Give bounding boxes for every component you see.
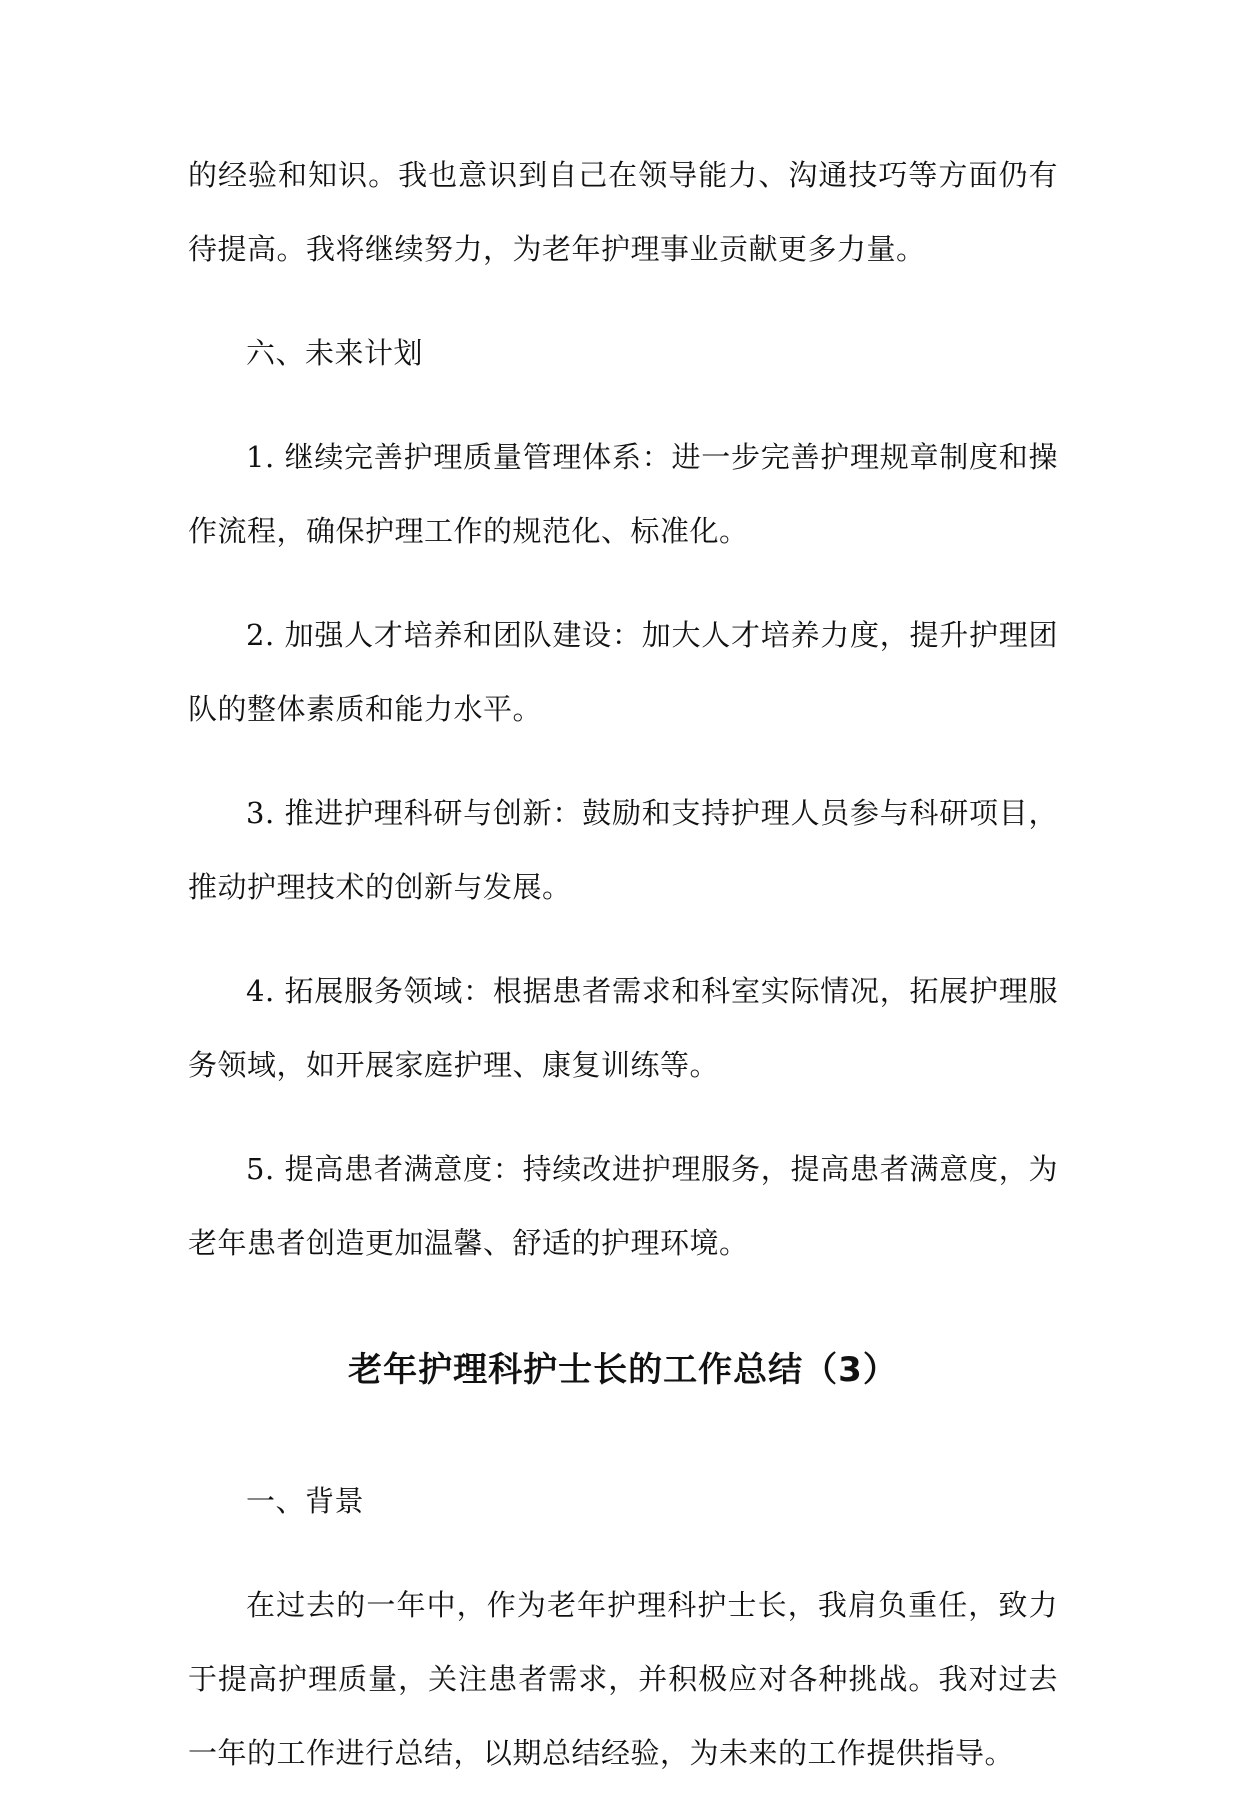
plan-item-4: 4. 拓展服务领域：根据患者需求和科室实际情况，拓展护理服务领域，如开展家庭护理、康复训练等。	[188, 974, 1058, 1082]
plan-item-3: 3. 推进护理科研与创新：鼓励和支持护理人员参与科研项目，推动护理技术的创新与发展。	[188, 796, 1058, 904]
plan-item-2: 2. 加强人才培养和团队建设：加大人才培养力度，提升护理团队的整体素质和能力水平。	[188, 618, 1058, 726]
section-heading-background: 一、背景	[246, 1484, 365, 1518]
continuation-paragraph: 的经验和知识。我也意识到自己在领导能力、沟通技巧等方面仍有待提高。我将继续努力，为老年护理事业贡献更多力量。	[188, 158, 1058, 266]
plan-item-5: 5. 提高患者满意度：持续改进护理服务，提高患者满意度，为老年患者创造更加温馨、舒适的护理环境。	[188, 1152, 1058, 1260]
plan-item-1: 1. 继续完善护理质量管理体系：进一步完善护理规章制度和操作流程，确保护理工作的规范化、标准化。	[188, 440, 1058, 548]
section-heading-future-plan: 六、未来计划	[246, 336, 424, 370]
background-paragraph: 在过去的一年中，作为老年护理科护士长，我肩负重任，致力于提高护理质量，关注患者需求，并积极应对各种挑战。我对过去一年的工作进行总结，以期总结经验，为未来的工作提供指导。	[188, 1588, 1058, 1770]
document-title: 老年护理科护士长的工作总结（3）	[348, 1350, 898, 1390]
document-body	[188, 138, 1058, 1820]
